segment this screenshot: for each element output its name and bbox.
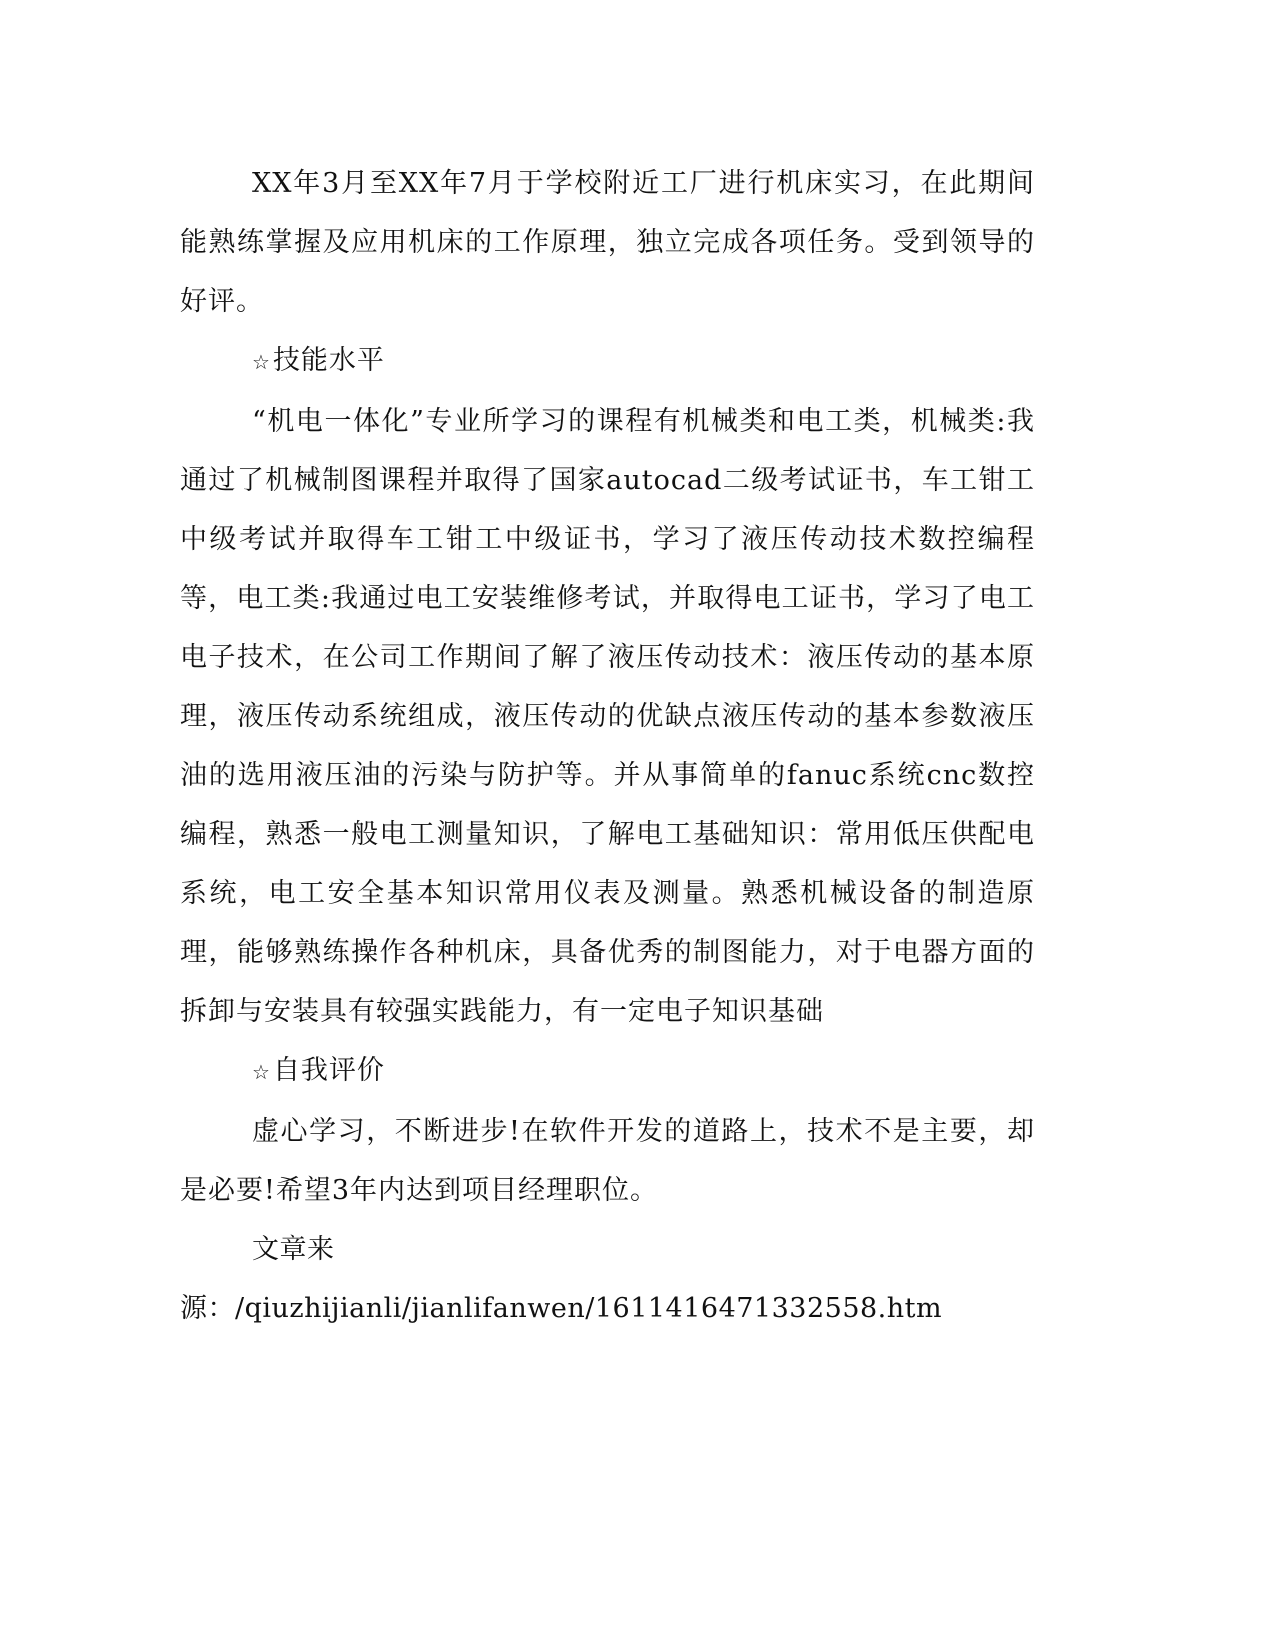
self-evaluation-heading-title: 自我评价 [272, 1055, 385, 1086]
star-icon: ☆ [252, 350, 271, 374]
self-evaluation-heading [180, 1041, 1035, 1102]
self-evaluation-paragraph: 虚心学习，不断进步!在软件开发的道路上，技术不是主要，却是必要!希望3年内达到项目经理职位。 [180, 1116, 1035, 1206]
skills-heading [180, 331, 1035, 392]
skills-paragraph: “机电一体化”专业所学习的课程有机械类和电工类，机械类:我通过了机械制图课程并取得了国家autocad二级考试证书，车工钳工中级考试并取得车工钳工中级证书，学习了液压传动技术数控编程等，电工类:我通过电工安装维修考试，并取得电工证书，学习了电工电子技术，在公司工作期间了解了液压传动技术：液压传动的基本原理，液压传动系统组成，液压传动的优缺点液压传动的基本参数液压油的选用液压油的污染与防护等。并从事简单的fanuc系统cnc数控编程，熟悉一般电工测量知识，了解电工基础知识：常用低压供配电系统，电工安全基本知识常用仪表及测量。熟悉机械设备的制造原理，能够熟练操作各种机床，具备优秀的制图能力，对于电器方面的拆卸与安装具有较强实践能力，有一定电子知识基础 [180, 406, 1035, 1027]
internship-paragraph: XX年3月至XX年7月于学校附近工厂进行机床实习，在此期间能熟练掌握及应用机床的工作原理，独立完成各项任务。受到领导的好评。 [180, 168, 1035, 317]
skills-heading-title: 技能水平 [272, 345, 385, 376]
document-body [180, 154, 1035, 1338]
article-source-line: 文章来源：/qiuzhijianli/jianlifanwen/1611416471332558.htm [180, 1234, 943, 1324]
star-icon: ☆ [252, 1060, 271, 1084]
